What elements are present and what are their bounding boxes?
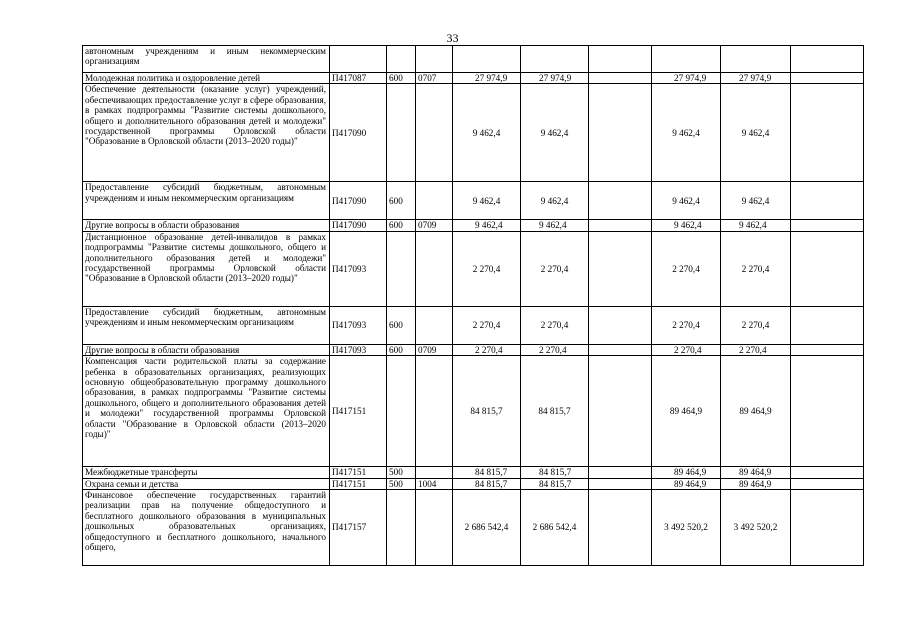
- amount-col-4: 2 270,4: [652, 231, 721, 306]
- amount-col-2: 84 815,7: [521, 467, 589, 478]
- amount-col-4: 9 462,4: [652, 220, 721, 231]
- row-description: Обеспечение деятельности (оказание услуг) учреждений, обеспечивающих предоставление услуг в сфере образования, в рамках подпрограммы "Развитие системы дошкольного, общего и дополнительного образования детей и молодежи" государственной программы Орловской области "Образование в Орловской области (2013–2020 годы)": [83, 84, 330, 182]
- amount-col-5: 27 974,9: [721, 73, 791, 84]
- expense-type-code: 500: [387, 478, 416, 489]
- row-description: Финансовое обеспечение государственных гарантий реализации прав на получение общедоступного и бесплатного дошкольного образования в муниципальных дошкольных образовательных организациях, общедоступного и бесплатного дошкольного, начального общего,: [83, 490, 330, 566]
- amount-col-5: 2 270,4: [721, 344, 791, 355]
- expense-type-code: [387, 46, 416, 73]
- amount-col-1: 27 974,9: [453, 73, 521, 84]
- section-code: [416, 46, 453, 73]
- expense-type-code: [387, 231, 416, 306]
- table-row: [83, 231, 864, 306]
- amount-col-1: 84 815,7: [453, 478, 521, 489]
- amount-col-5: 3 492 520,2: [721, 490, 791, 566]
- target-article-code: П417087: [330, 73, 387, 84]
- amount-col-6: [791, 46, 864, 73]
- amount-col-1: 2 270,4: [453, 344, 521, 355]
- target-article-code: П417093: [330, 231, 387, 306]
- section-code: 1004: [416, 478, 453, 489]
- amount-col-6: [791, 84, 864, 182]
- amount-col-3: [589, 467, 652, 478]
- expense-type-code: [387, 490, 416, 566]
- amount-col-4: 2 270,4: [652, 306, 721, 344]
- amount-col-5: 89 464,9: [721, 467, 791, 478]
- amount-col-2: 9 462,4: [521, 182, 589, 220]
- table-body: [83, 46, 864, 566]
- amount-col-6: [791, 73, 864, 84]
- amount-col-2: 2 270,4: [521, 344, 589, 355]
- target-article-code: П417151: [330, 478, 387, 489]
- amount-col-2: 9 462,4: [521, 84, 589, 182]
- amount-col-2: 84 815,7: [521, 356, 589, 467]
- section-code: 0709: [416, 344, 453, 355]
- amount-col-3: [589, 182, 652, 220]
- table-row: [83, 73, 864, 84]
- page-number: 33: [446, 31, 459, 45]
- row-description: Предоставление субсидий бюджетным, автономным учреждениям и иным некоммерческим организациям: [83, 306, 330, 344]
- row-description: автономным учреждениям и иным некоммерческим организациям: [83, 46, 330, 73]
- amount-col-3: [589, 490, 652, 566]
- amount-col-1: 9 462,4: [453, 182, 521, 220]
- amount-col-5: 9 462,4: [721, 84, 791, 182]
- amount-col-1: 9 462,4: [453, 84, 521, 182]
- amount-col-4: 89 464,9: [652, 356, 721, 467]
- target-article-code: П417093: [330, 306, 387, 344]
- section-code: [416, 356, 453, 467]
- amount-col-6: [791, 344, 864, 355]
- expense-type-code: [387, 356, 416, 467]
- amount-col-6: [791, 231, 864, 306]
- amount-col-3: [589, 478, 652, 489]
- expense-type-code: 500: [387, 467, 416, 478]
- row-description: Другие вопросы в области образования: [83, 344, 330, 355]
- amount-col-5: 2 270,4: [721, 306, 791, 344]
- section-code: [416, 306, 453, 344]
- amount-col-2: [521, 46, 589, 73]
- amount-col-4: 27 974,9: [652, 73, 721, 84]
- amount-col-6: [791, 490, 864, 566]
- amount-col-1: 84 815,7: [453, 356, 521, 467]
- amount-col-5: [721, 46, 791, 73]
- table-row: [83, 84, 864, 182]
- amount-col-2: 2 686 542,4: [521, 490, 589, 566]
- amount-col-4: 9 462,4: [652, 182, 721, 220]
- amount-col-5: 9 462,4: [721, 182, 791, 220]
- amount-col-3: [589, 231, 652, 306]
- amount-col-2: 9 462,4: [521, 220, 589, 231]
- target-article-code: П417093: [330, 344, 387, 355]
- amount-col-5: 9 462,4: [721, 220, 791, 231]
- amount-col-6: [791, 467, 864, 478]
- amount-col-1: 2 270,4: [453, 306, 521, 344]
- amount-col-6: [791, 182, 864, 220]
- amount-col-6: [791, 356, 864, 467]
- expense-type-code: 600: [387, 306, 416, 344]
- amount-col-6: [791, 220, 864, 231]
- table-row: [83, 220, 864, 231]
- table-row: [83, 490, 864, 566]
- amount-col-3: [589, 306, 652, 344]
- amount-col-2: 2 270,4: [521, 231, 589, 306]
- section-code: [416, 84, 453, 182]
- amount-col-5: 2 270,4: [721, 231, 791, 306]
- amount-col-1: 2 270,4: [453, 231, 521, 306]
- amount-col-3: [589, 220, 652, 231]
- row-description: Предоставление субсидий бюджетным, автономным учреждениям и иным некоммерческим организациям: [83, 182, 330, 220]
- section-code: 0707: [416, 73, 453, 84]
- expense-type-code: 600: [387, 220, 416, 231]
- section-code: [416, 467, 453, 478]
- amount-col-2: 27 974,9: [521, 73, 589, 84]
- target-article-code: П417157: [330, 490, 387, 566]
- amount-col-2: 84 815,7: [521, 478, 589, 489]
- table-row: [83, 344, 864, 355]
- expense-type-code: 600: [387, 73, 416, 84]
- amount-col-3: [589, 73, 652, 84]
- amount-col-4: 89 464,9: [652, 478, 721, 489]
- amount-col-4: 9 462,4: [652, 84, 721, 182]
- amount-col-5: 89 464,9: [721, 356, 791, 467]
- row-description: Другие вопросы в области образования: [83, 220, 330, 231]
- amount-col-3: [589, 356, 652, 467]
- amount-col-6: [791, 478, 864, 489]
- amount-col-4: 3 492 520,2: [652, 490, 721, 566]
- section-code: [416, 182, 453, 220]
- table-row: [83, 356, 864, 467]
- amount-col-4: [652, 46, 721, 73]
- amount-col-1: 9 462,4: [453, 220, 521, 231]
- section-code: [416, 490, 453, 566]
- row-description: Межбюджетные трансферты: [83, 467, 330, 478]
- expense-type-code: [387, 84, 416, 182]
- amount-col-6: [791, 306, 864, 344]
- target-article-code: П417090: [330, 84, 387, 182]
- amount-col-1: [453, 46, 521, 73]
- row-description: Молодежная политика и оздоровление детей: [83, 73, 330, 84]
- section-code: [416, 231, 453, 306]
- table-row: [83, 478, 864, 489]
- target-article-code: П417090: [330, 182, 387, 220]
- table-row: [83, 467, 864, 478]
- target-article-code: [330, 46, 387, 73]
- target-article-code: П417151: [330, 467, 387, 478]
- expense-type-code: 600: [387, 344, 416, 355]
- amount-col-1: 2 686 542,4: [453, 490, 521, 566]
- table-row: [83, 306, 864, 344]
- section-code: 0709: [416, 220, 453, 231]
- row-description: Компенсация части родительской платы за содержание ребенка в образовательных организациях, реализующих основную общеобразовательную программу дошкольного образования, в рамках подпрограммы "Развитие системы дошкольного, общего и дополнительного образования детей и молодежи" государственной программы Орловской области "Образование в Орловской области (2013–2020 годы)": [83, 356, 330, 467]
- target-article-code: П417151: [330, 356, 387, 467]
- amount-col-3: [589, 46, 652, 73]
- amount-col-2: 2 270,4: [521, 306, 589, 344]
- amount-col-3: [589, 84, 652, 182]
- amount-col-3: [589, 344, 652, 355]
- target-article-code: П417090: [330, 220, 387, 231]
- amount-col-5: 89 464,9: [721, 478, 791, 489]
- amount-col-4: 89 464,9: [652, 467, 721, 478]
- amount-col-1: 84 815,7: [453, 467, 521, 478]
- budget-table: [82, 45, 864, 566]
- row-description: Дистанционное образование детей-инвалидов в рамках подпрограммы "Развитие системы дошкольного, общего и дополнительного образования детей и молодежи" государственной программы Орловской области "Образование в Орловской области (2013–2020 годы)": [83, 231, 330, 306]
- amount-col-4: 2 270,4: [652, 344, 721, 355]
- row-description: Охрана семьи и детства: [83, 478, 330, 489]
- expense-type-code: 600: [387, 182, 416, 220]
- table-row: [83, 182, 864, 220]
- table-row: [83, 46, 864, 73]
